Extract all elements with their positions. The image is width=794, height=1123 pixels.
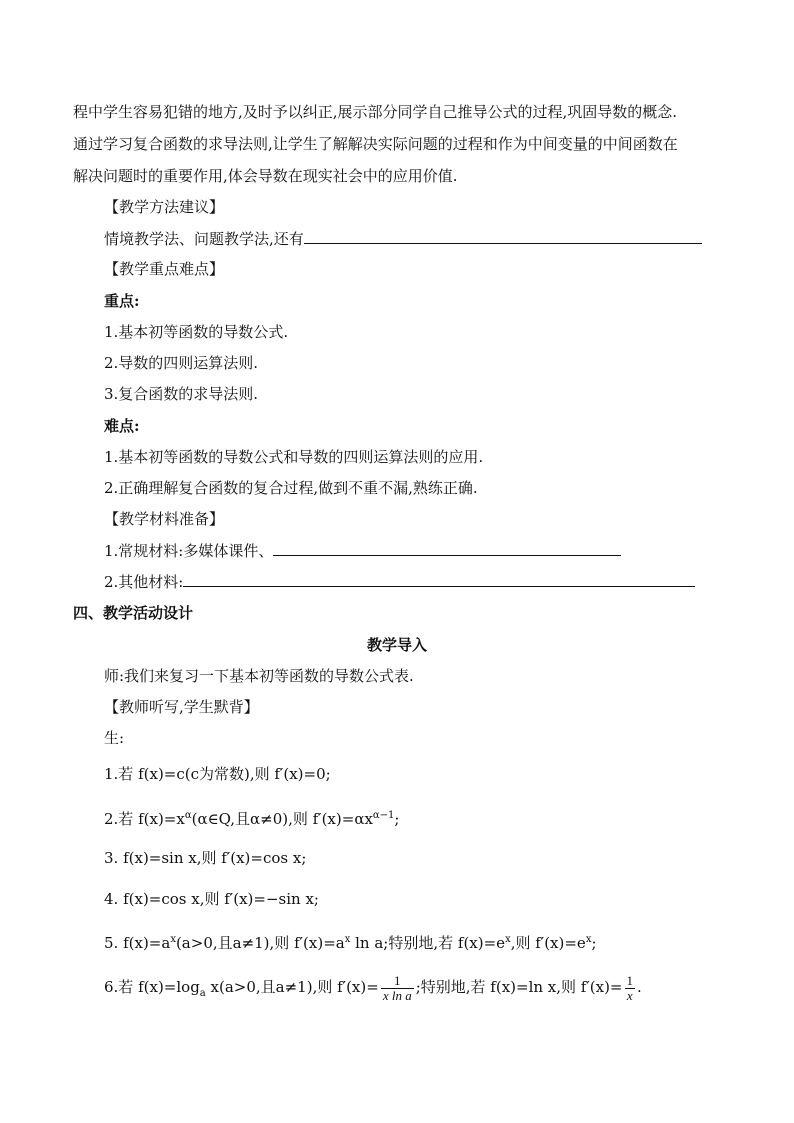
materials-item-2 xyxy=(104,571,695,592)
difficulty-label: 难点: xyxy=(104,417,140,435)
formula-5-part: ln a;特别地,若 f(x)=e xyxy=(350,934,506,952)
formula-5-part: ,则 f′(x)=e xyxy=(510,934,586,952)
formula-2-part: (α∈Q,且α≠0),则 f′(x)=αx xyxy=(191,810,373,828)
formula-6-part: ;特别地,若 f(x)=ln x,则 f′(x)= xyxy=(415,978,623,996)
student-label: 生: xyxy=(104,729,125,747)
formula-5-exponent: x xyxy=(170,934,176,945)
formula-6 xyxy=(104,970,642,1011)
bracket-note: 【教师听写,学生默背】 xyxy=(104,698,259,716)
fraction-numerator: 1 xyxy=(381,974,414,989)
formula-6-part: . xyxy=(637,978,642,996)
subtitle: 教学导入 xyxy=(366,636,427,654)
formula-2-exponent: α xyxy=(184,810,192,821)
focus-label: 重点: xyxy=(104,292,140,310)
formula-5-exponent: x xyxy=(344,934,351,945)
formula-5-part: ; xyxy=(591,934,597,952)
difficulty-item: 2.正确理解复合函数的复合过程,做到不重不漏,熟练正确. xyxy=(104,479,478,497)
focus-item: 3.复合函数的求导法则. xyxy=(104,385,259,403)
fraction-denominator: x xyxy=(626,987,633,1003)
formula-4: 4. f(x)=cos x,则 f′(x)=−sin x; xyxy=(104,890,319,908)
formula-2-exponent: α−1 xyxy=(372,810,395,821)
method-heading: 【教学方法建议】 xyxy=(104,198,225,216)
formula-3: 3. f(x)=sin x,则 f′(x)=cos x; xyxy=(104,849,307,867)
formula-5-part: 5. f(x)=a xyxy=(104,934,171,952)
fraction xyxy=(381,974,414,1003)
formula-6-subscript: a xyxy=(199,988,206,999)
keypoints-heading: 【教学重点难点】 xyxy=(104,260,225,278)
intro-line-1: 程中学生容易犯错的地方,及时予以纠正,展示部分同学自己推导公式的过程,巩固导数的概念. xyxy=(73,103,678,121)
fraction xyxy=(625,974,636,1003)
materials-item-1 xyxy=(104,540,621,561)
teacher-line: 师:我们来复习一下基本初等函数的导数公式表. xyxy=(104,667,414,685)
fraction-numerator: 1 xyxy=(626,972,633,988)
materials-blank-1 xyxy=(273,540,621,556)
focus-item: 2.导数的四则运算法则. xyxy=(104,354,259,372)
intro-line-3: 解决问题时的重要作用,体会导数在现实社会中的应用价值. xyxy=(73,167,458,185)
formula-6-part: 6.若 f(x)=log xyxy=(104,978,200,996)
difficulty-item: 1.基本初等函数的导数公式和导数的四则运算法则的应用. xyxy=(104,448,484,466)
focus-item: 1.基本初等函数的导数公式. xyxy=(104,323,289,341)
method-blank xyxy=(304,228,702,244)
formula-5-part: (a>0,且a≠1),则 f′(x)=a xyxy=(175,934,345,952)
formula-5-exponent: x xyxy=(505,934,511,945)
formula-2-part: 2.若 f(x)=x xyxy=(104,810,185,828)
method-line xyxy=(104,228,702,249)
materials-blank-2 xyxy=(183,571,695,587)
formula-5-exponent: x xyxy=(585,934,592,945)
materials-item-1-text: 1.常规材料:多媒体课件、 xyxy=(104,542,274,560)
formula-2-part: ; xyxy=(394,810,400,828)
section-title: 四、教学活动设计 xyxy=(73,604,194,622)
intro-line-2: 通过学习复合函数的求导法则,让学生了解解决实际问题的过程和作为中间变量的中间函数在 xyxy=(73,135,678,153)
formula-5 xyxy=(104,930,597,953)
method-text: 情境教学法、问题教学法,还有 xyxy=(104,230,304,248)
materials-item-2-text: 2.其他材料: xyxy=(104,573,184,591)
formula-6-part: x(a>0,且a≠1),则 f′(x)= xyxy=(205,978,379,996)
fraction-denominator: x ln a xyxy=(382,987,412,1003)
materials-heading: 【教学材料准备】 xyxy=(104,510,225,528)
formula-1: 1.若 f(x)=c(c为常数),则 f′(x)=0; xyxy=(104,765,331,783)
formula-2 xyxy=(104,806,399,829)
